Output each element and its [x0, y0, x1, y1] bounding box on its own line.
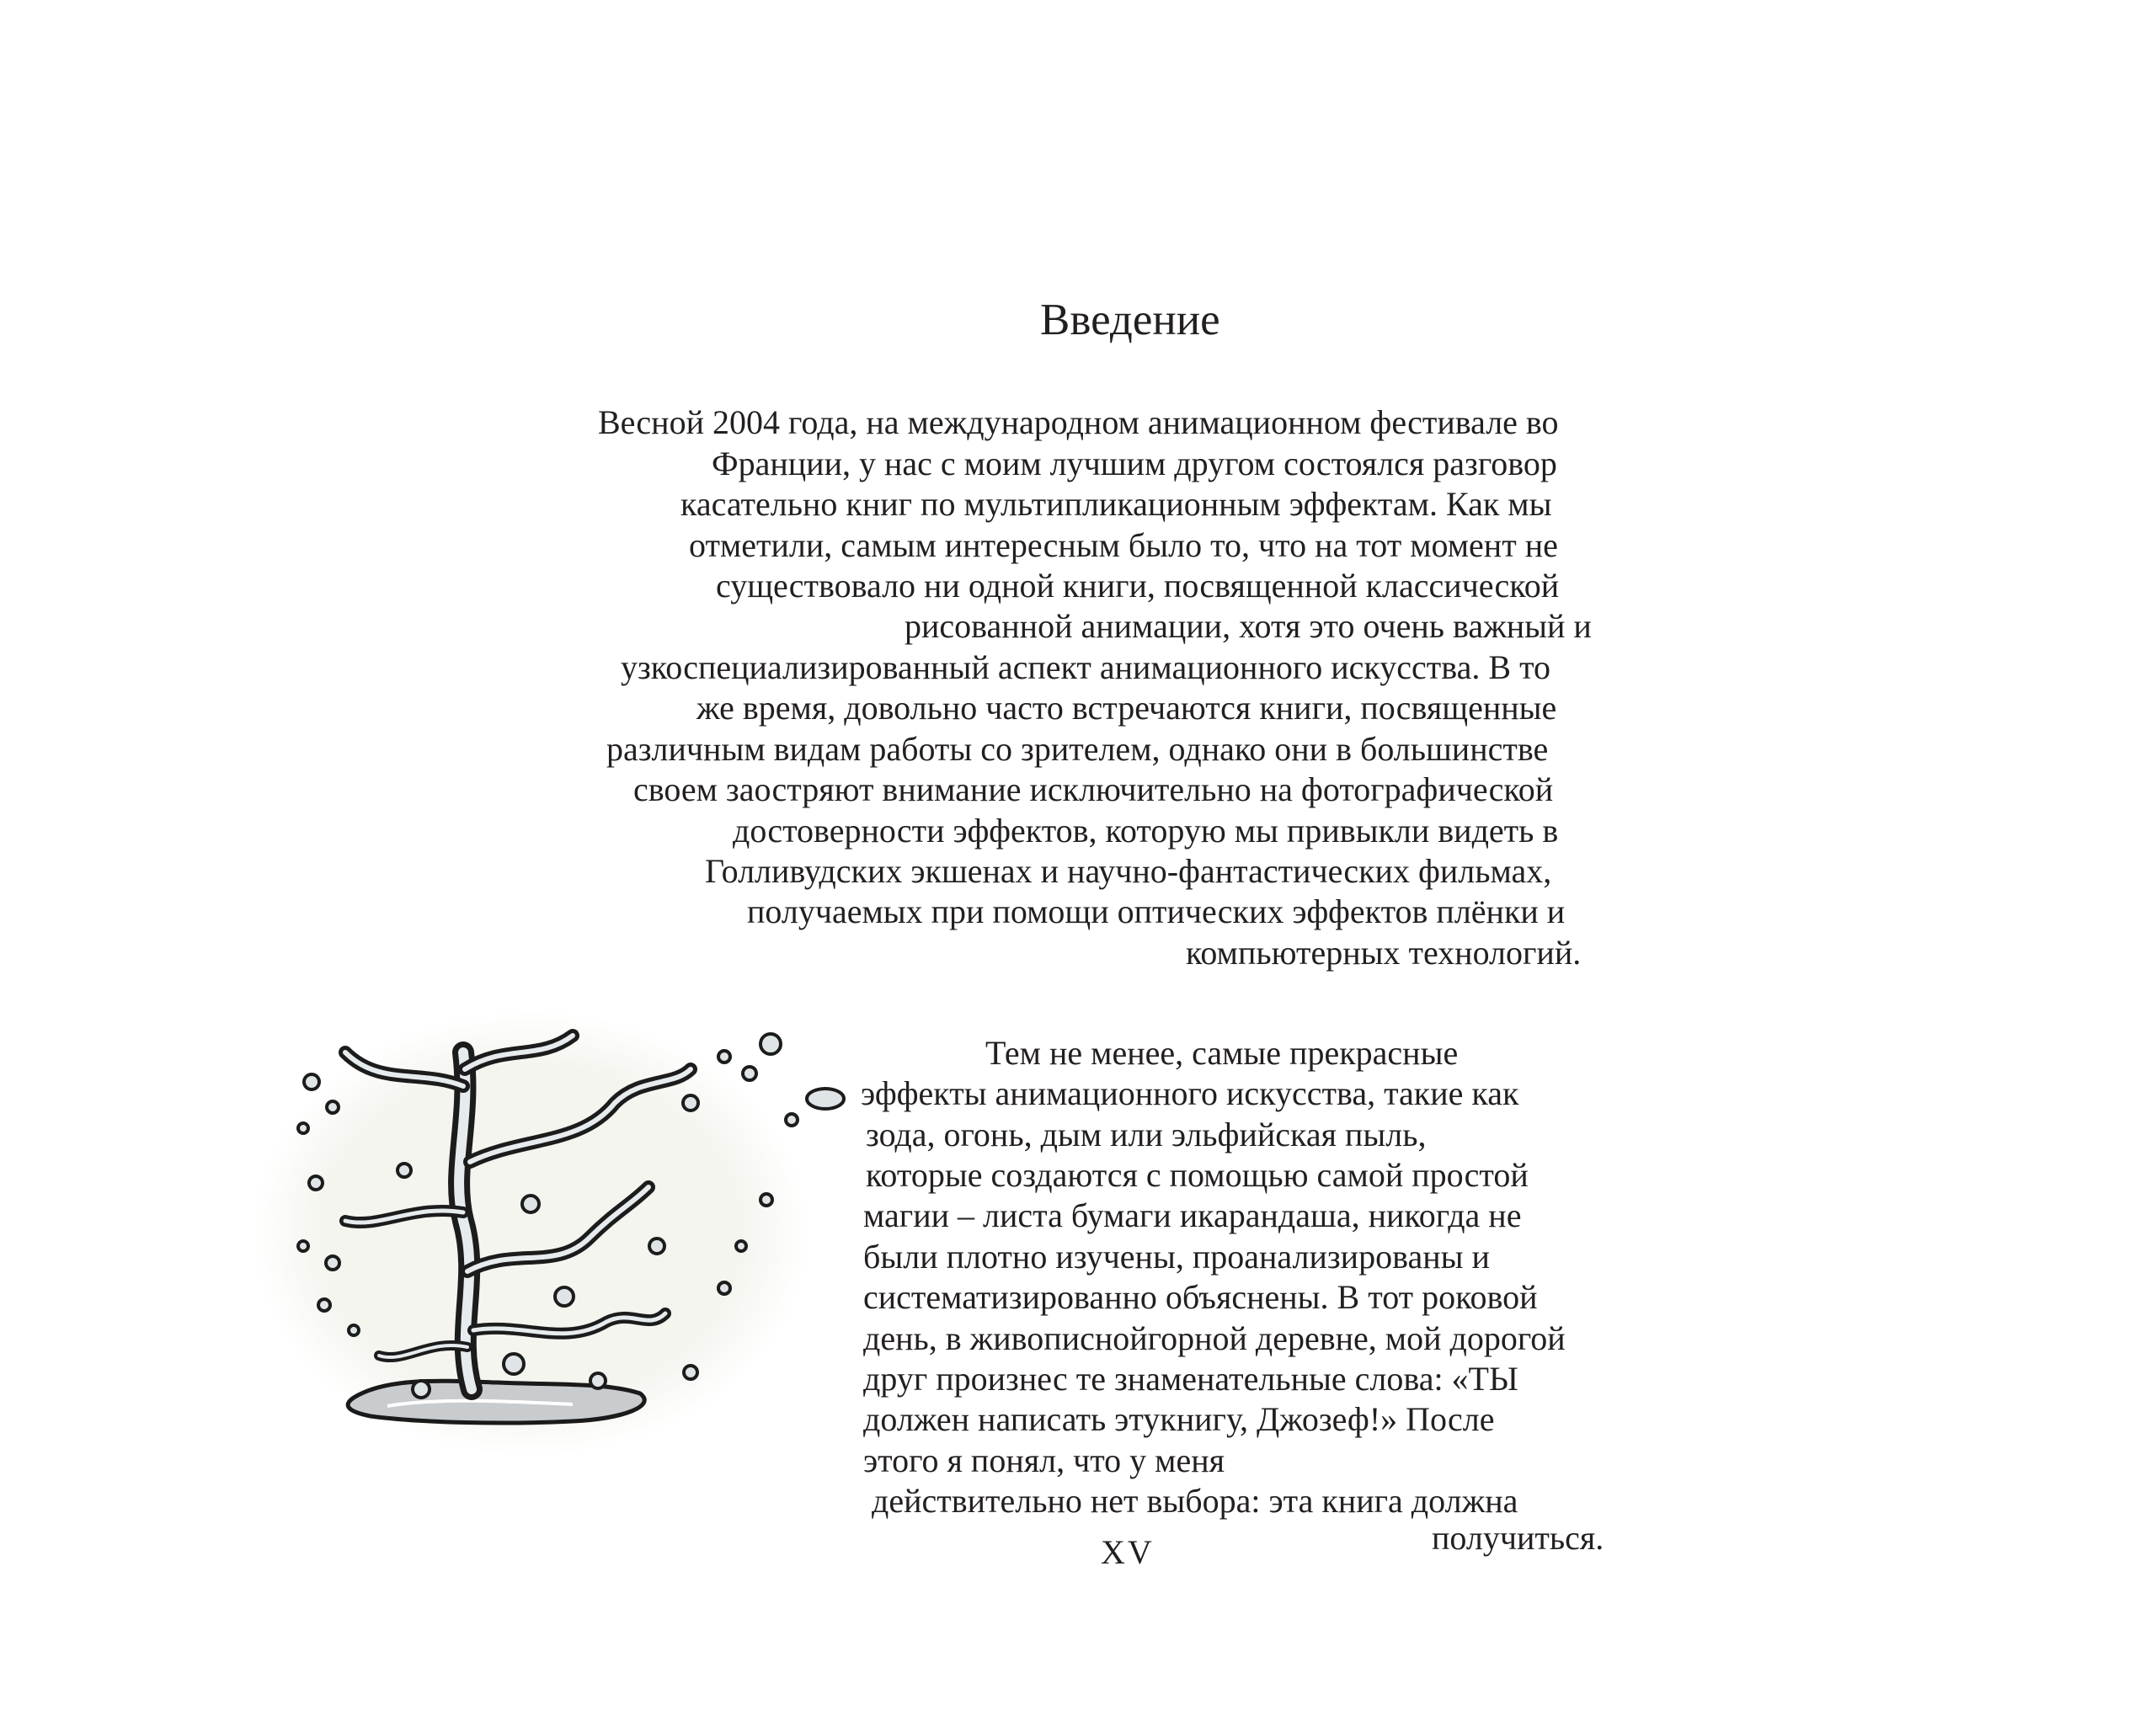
paragraph1-line: рисованной анимации, хотя это очень важный и — [905, 607, 1592, 645]
paragraph2-line: должен написать этукнигу, Джозеф!» После — [863, 1400, 1495, 1438]
paragraph2-line: получиться. — [1432, 1519, 1604, 1557]
paragraph2-line: действительно нет выбора: эта книга должна — [872, 1482, 1518, 1520]
water-splash-illustration — [253, 994, 859, 1465]
paragraph2-line: зода, огонь, дым или эльфийская пыль, — [866, 1116, 1427, 1153]
paragraph2-line: которые создаются с помощью самой простой — [866, 1156, 1529, 1194]
paragraph2-line: день, в живописнойгорной деревне, мой дорогой — [863, 1319, 1566, 1357]
paragraph1-line: Франции, у нас с моим лучшим другом состоялся разговор — [712, 445, 1557, 482]
paragraph2-line: друг произнес те знаменательные слова: «ТЫ — [863, 1360, 1518, 1398]
paragraph1-line: получаемых при помощи оптических эффектов плёнки и — [747, 892, 1566, 930]
paragraph2-line: магии – листа бумаги икарандаша, никогда не — [863, 1196, 1522, 1234]
paragraph1-line: Голливудских экшенах и научно-фантастических фильмах, — [705, 852, 1552, 890]
paragraph1-line: своем заостряют внимание исключительно на фотографической — [633, 770, 1554, 808]
paragraph1-line: различным видам работы со зрителем, однако они в большинстве — [606, 730, 1549, 768]
paragraph2-line: эффекты анимационного искусства, такие как — [861, 1074, 1519, 1112]
paragraph1-line: достоверности эффектов, которую мы привыкли видеть в — [733, 812, 1559, 850]
paragraph1-line: отметили, самым интересным было то, что на тот момент не — [689, 526, 1558, 564]
paragraph2-line: были плотно изучены, проанализированы и — [863, 1238, 1490, 1276]
paragraph2-line: систематизированно объяснены. В тот роковой — [863, 1278, 1538, 1316]
page-number: XV — [1101, 1533, 1155, 1571]
paragraph2-line: Тем не менее, самые прекрасные — [985, 1034, 1459, 1072]
paragraph1-line: узкоспециализированный аспект анимационного искусства. В то — [621, 648, 1551, 686]
chapter-title: Введение — [1040, 296, 1220, 344]
paragraph1-line: Весной 2004 года, на международном анимационном фестивале во — [598, 403, 1559, 441]
paragraph1-line: касательно книг по мультипликационным эффектам. Как мы — [680, 485, 1552, 523]
paragraph1-line: существовало ни одной книги, посвященной классической — [716, 567, 1560, 605]
paragraph1-line: компьютерных технологий. — [1186, 934, 1582, 972]
paragraph2-line: этого я понял, что у меня — [863, 1441, 1225, 1479]
paragraph1-line: же время, довольно часто встречаются книги, посвященные — [696, 689, 1557, 727]
